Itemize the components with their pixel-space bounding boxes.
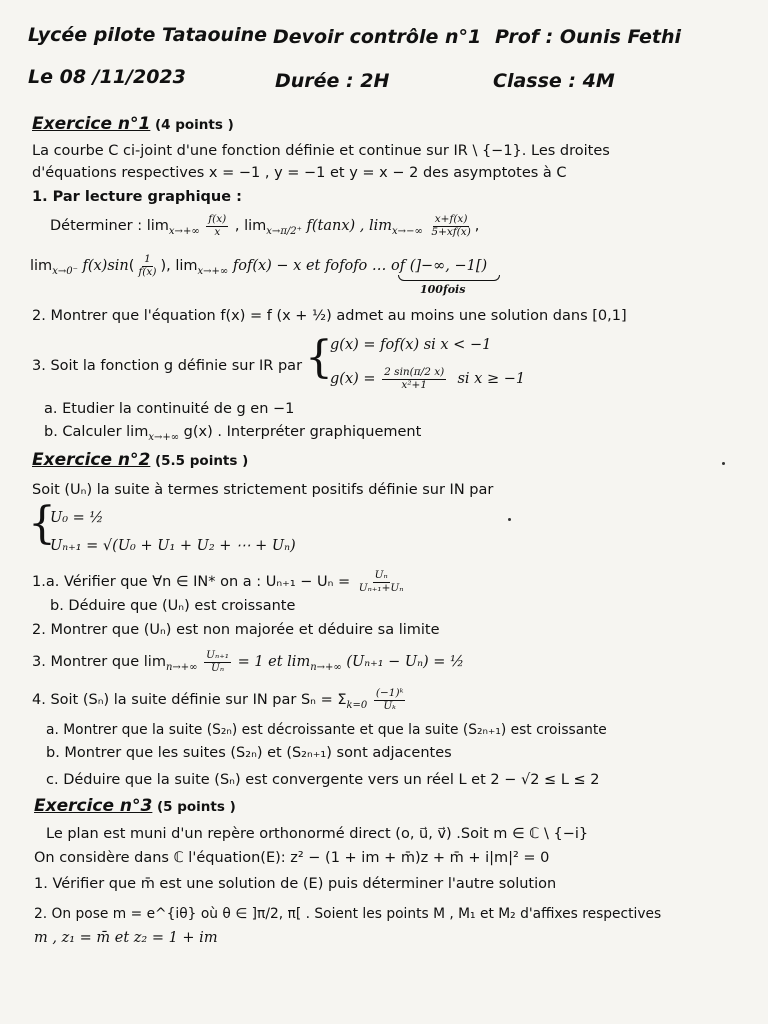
- ex2-question-3: 3. Montrer que $\lim_{n\to+\infty}$ $\frac{\text{Uₙ₊₁}}{\text{Uₙ}}$ = 1 et $\lim_{n\to+\infty} (U_{n+1} - U_n)$ = ½: [32, 649, 465, 674]
- ex1-question-2: 2. Montrer que l'équation f(x) = f (x + ½) admet au moins une solution dans [0,1]: [32, 308, 627, 324]
- school-name: Lycée pilote Tataouine: [28, 24, 267, 46]
- ex2-question-4c: c. Déduire que la suite (Sₙ) est convergente vers un réel L et 2 − √2 ≤ L ≤ 2: [46, 772, 600, 788]
- exercise-2-title: Exercice n°2: [32, 450, 151, 470]
- ex2-question-4a: a. Montrer que la suite (S₂ₙ) est décroissante et que la suite (S₂ₙ₊₁) est croissante: [46, 722, 607, 738]
- ex2-question-4b: b. Montrer que les suites (S₂ₙ) et (S₂ₙ₊₁) sont adjacentes: [46, 745, 452, 761]
- ex1-q1-frac3-num: x+f(x): [434, 213, 468, 225]
- ex1-intro-line1: La courbe C ci-joint d'une fonction définie et continue sur IR \ {−1}. Les droites: [32, 143, 610, 159]
- ex1-q1-frac1-num: f(x): [208, 213, 227, 225]
- ex2-intro: Soit (Uₙ) la suite à termes strictement positifs définie sur IN par: [32, 482, 494, 498]
- ex1-intro-line2: d'équations respectives x = −1 , y = −1 et y = x − 2 des asymptotes à C: [32, 165, 567, 181]
- ex1-q1-lim2: , lim: [234, 218, 267, 235]
- ex1-q3-case2-den: x²+1: [401, 378, 428, 391]
- ex2-q1a-text: 1.a. Vérifier que ∀n ∈ IN* on a : Uₙ₊₁ − Uₙ =: [32, 574, 351, 591]
- ex1-q1-interval: (]−∞, −1[): [409, 258, 488, 275]
- ex1-q1-fraction4: [136, 254, 158, 278]
- ex1-q1-fraction1: [206, 214, 228, 238]
- teacher-name: Prof : Ounis Fethi: [495, 26, 682, 48]
- ex2-q1a-den: Uₙ₊₁+Uₙ: [358, 581, 404, 594]
- stray-mark: [722, 462, 725, 465]
- class-level: Classe : 4M: [493, 70, 615, 92]
- ex1-question-3: 3. Soit la fonction g définie sur IR par: [32, 358, 303, 374]
- exercise-3-heading: [34, 796, 236, 816]
- ex2-def-recurrence: Uₙ₊₁ = √(U₀ + U₁ + U₂ + ⋯ + Uₙ): [50, 538, 296, 554]
- ex2-q1a-fraction: [357, 570, 406, 594]
- exercise-3-title: Exercice n°3: [34, 796, 153, 816]
- ex2-q3-fraction: [204, 650, 231, 674]
- ex1-q3b-text2: g(x) . Interpréter graphiquement: [183, 424, 422, 440]
- ex3-question-2: 2. On pose m = e^{iθ} où θ ∈ ]π/2, π[ . Soient les points M , M₁ et M₂ d'affixes respectives: [34, 906, 662, 922]
- ex1-q1-frac1-den: x: [214, 225, 221, 238]
- ex2-question-2: 2. Montrer que (Uₙ) est non majorée et déduire sa limite: [32, 622, 440, 638]
- ex1-q1-limits-line1: Déterminer : $\lim_{x\to+\infty}$ $\frac{f(x)}{x}$ , $\lim_{x\to\pi/2^+} f(\tan x)$ , $\lim_{x\to-\infty}$ $\frac{x+f(x)}{5+xf(x)}$ ,: [50, 213, 480, 238]
- ex1-q1-lim2-expr: f(tanx) , lim: [306, 218, 393, 235]
- ex2-q3-num: Uₙ₊₁: [206, 649, 229, 661]
- exercise-2-heading: [32, 450, 248, 470]
- ex2-q3-text: 3. Montrer que lim: [32, 654, 166, 671]
- exercise-1-heading: [32, 114, 234, 134]
- ex1-q3-case2-lhs: g(x) =: [330, 371, 376, 388]
- ex3-question-1: 1. Vérifier que m̄ est une solution de (E) puis déterminer l'autre solution: [34, 876, 557, 892]
- ex1-q3b-text: b. Calculer lim: [44, 424, 149, 440]
- ex1-q3-case2-cond: si x ≥ −1: [457, 371, 526, 388]
- exercise-1-title: Exercice n°1: [32, 114, 151, 134]
- ex1-q1-limits-line2: $\lim_{x\to 0^-} f(x)\sin$( $\frac{1}{f(x)}$ ), $\lim_{x\to+\infty} fof(x) - x$ et fofofo … of (]−∞, −1[): [30, 253, 488, 278]
- ex1-q1-frac4-num: 1: [144, 253, 151, 265]
- ex1-q1-frac4-den: f(x): [138, 265, 157, 278]
- ex2-def-u0: U₀ = ½: [50, 510, 104, 526]
- ex2-q4-text: 4. Soit (Sₙ) la suite définie sur IN par Sₙ = Σ: [32, 692, 347, 709]
- exercise-3-points: (5 points ): [156, 799, 236, 815]
- ex1-q1-lim4-expr: f(x)sin: [82, 258, 129, 275]
- ex1-q3-brace: {: [305, 332, 333, 383]
- ex1-question-1: 1. Par lecture graphique :: [32, 189, 242, 205]
- ex1-question-3a: a. Etudier la continuité de g en −1: [44, 401, 295, 417]
- ex2-q3-text3: (Uₙ₊₁ − Uₙ) = ½: [346, 654, 465, 671]
- ex3-question-2b: m , z₁ = m̄ et z₂ = 1 + im: [34, 930, 218, 946]
- ex1-q1-determine: Déterminer : lim: [50, 218, 169, 235]
- ex2-q3-den: Uₙ: [210, 661, 225, 674]
- ex2-def-brace: {: [28, 498, 56, 549]
- ex2-question-4: 4. Soit (Sₙ) la suite définie sur IN par $S_n = \Sigma_{k=0}$ $\frac{\text{(−1)ᵏ}}{\text{Uₖ}}$: [32, 687, 404, 712]
- ex3-intro-line2: On considère dans ℂ l'équation(E): z² − (1 + im + m̄)z + m̄ + i|m|² = 0: [34, 850, 550, 866]
- ex1-q1-lim4: lim: [30, 258, 53, 275]
- underbrace-100fois: [398, 275, 500, 281]
- ex1-question-3b: b. Calculer $\lim_{x\to+\infty} g(x)$ . Interpréter graphiquement: [44, 424, 422, 443]
- exercise-2-points: (5.5 points ): [154, 453, 249, 469]
- ex1-q3-case1: g(x) = fof(x) si x < −1: [330, 337, 492, 353]
- ex2-q4-den: Uₖ: [383, 699, 396, 712]
- exercise-1-points: (4 points ): [154, 117, 234, 133]
- ex1-q1-frac3-den: 5+xf(x): [431, 225, 471, 238]
- ex2-q4-fraction: [374, 688, 406, 712]
- ex1-q3-case2: [330, 367, 525, 391]
- ex1-q1-lim5-expr: fof(x) − x et: [232, 258, 321, 275]
- stray-mark-2: [508, 518, 511, 521]
- ex1-q1-composition: fofofo … of: [325, 258, 406, 275]
- ex2-question-1b: b. Déduire que (Uₙ) est croissante: [50, 598, 296, 614]
- ex1-q3-case2-num: 2 sin(π/2 x): [384, 366, 445, 378]
- ex2-question-1a: [32, 570, 408, 594]
- ex3-intro-line1: Le plan est muni d'un repère orthonormé direct (o, u⃗, v⃗) .Soit m ∈ ℂ \ {−i}: [46, 826, 589, 842]
- ex2-q3-text2: = 1 et lim: [237, 654, 311, 671]
- ex2-q1a-num: Uₙ: [374, 569, 388, 581]
- ex1-q1-fois-label: 100fois: [420, 283, 466, 296]
- ex1-q1-fraction3: [429, 214, 472, 238]
- ex1-q3-case2-fraction: [382, 367, 446, 391]
- exam-title: Devoir contrôle n°1: [273, 26, 482, 48]
- ex1-q1-lim5: , lim: [166, 258, 198, 275]
- ex2-q4-num: (−1)ᵏ: [375, 687, 404, 699]
- exam-date: Le 08 /11/2023: [28, 66, 186, 88]
- exam-duration: Durée : 2H: [275, 70, 390, 92]
